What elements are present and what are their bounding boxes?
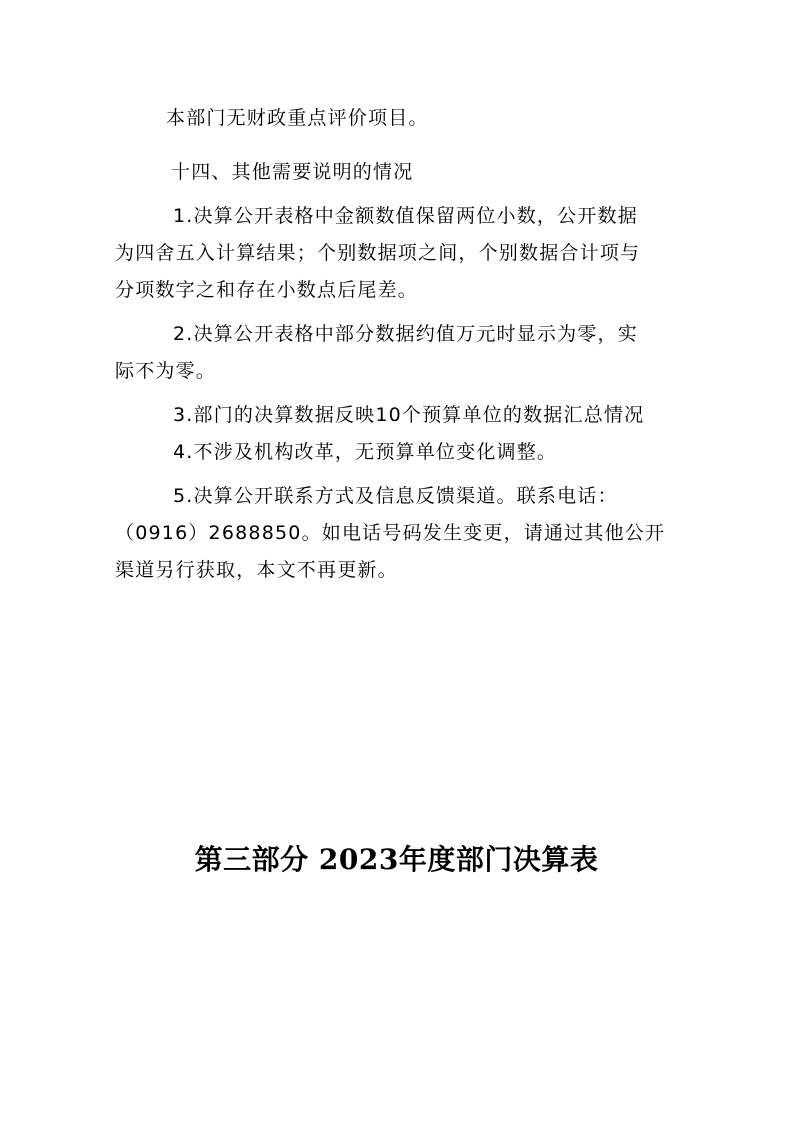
note-5-line-2: （0916）2688850。如电话号码发生变更，请通过其他公开 [115,522,666,544]
body-text [115,100,677,589]
note-1-line-3: 分项数字之和存在小数点后尾差。 [115,279,419,301]
note-3: 3.部门的决算数据反映10个预算单位的数据汇总情况 [173,404,645,426]
note-1-line-2: 为四舍五入计算结果；个别数据项之间，个别数据合计项与 [115,242,641,264]
note-2-line-1: 2.决算公开表格中部分数据约值万元时显示为零，实 [173,323,638,345]
note-2-line-2: 际不为零。 [115,360,217,382]
heading-other-notes: 十四、其他需要说明的情况 [171,161,414,183]
section-title: 第三部分 2023年度部门决算表 [194,843,599,876]
paragraph-no-key-evaluation: 本部门无财政重点评价项目。 [166,107,429,129]
note-5-line-1: 5.决算公开联系方式及信息反馈渠道。联系电话： [173,485,618,507]
note-1-line-1: 1.决算公开表格中金额数值保留两位小数，公开数据 [173,205,638,227]
note-5-line-3: 渠道另行获取，本文不再更新。 [115,559,398,581]
note-4: 4.不涉及机构改革，无预算单位变化调整。 [173,441,558,463]
